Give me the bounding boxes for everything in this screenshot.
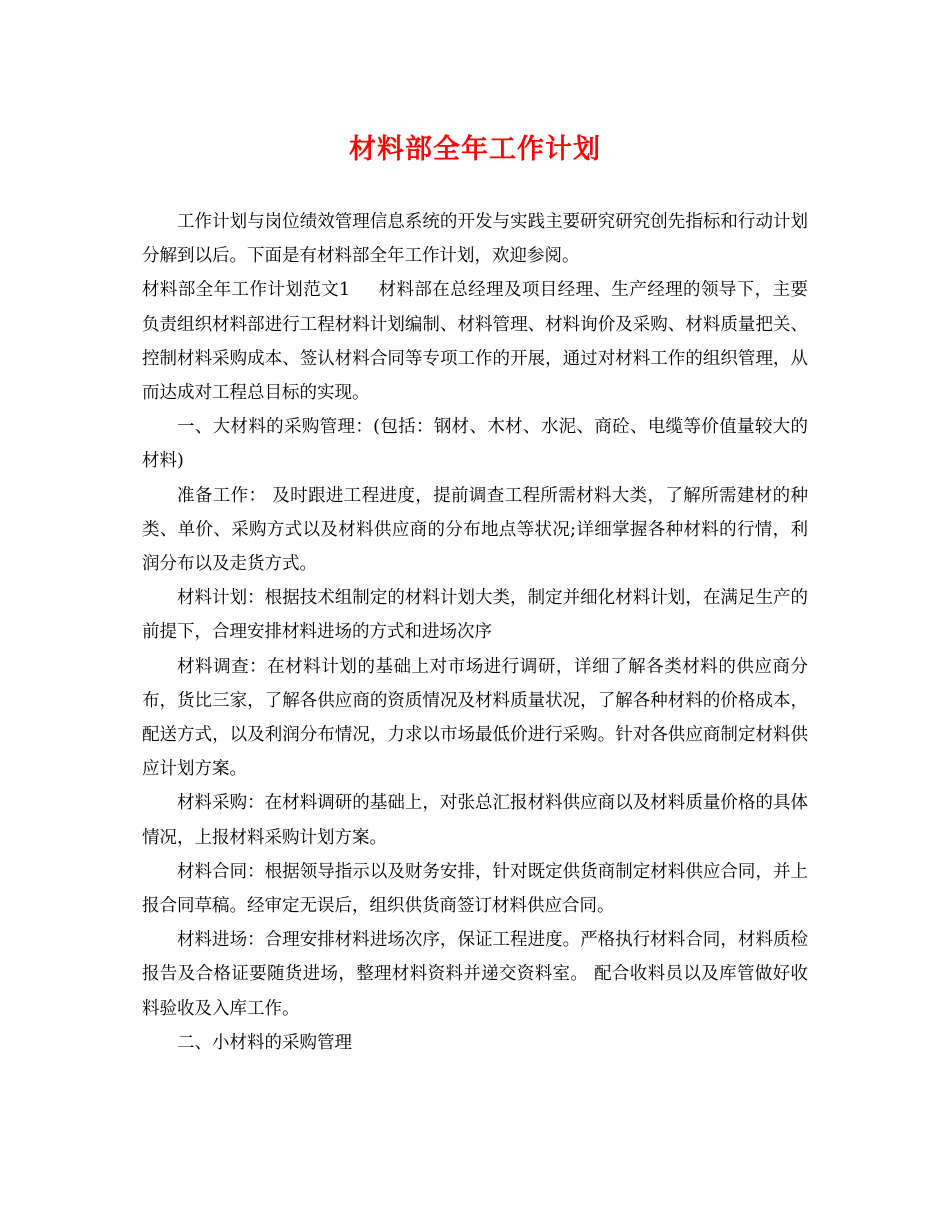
sample-label: 材料部全年工作计划范文1 bbox=[142, 280, 351, 301]
preparation-paragraph: 准备工作： 及时跟进工程进度，提前调查工程所需材料大类，了解所需建材的种类、单价、采购方式以及材料供应商的分布地点等状况;详细掌握各种材料的行情，利润分布以及走货方式。 bbox=[142, 485, 808, 575]
sample-text: 材料部在总经理及项目经理、生产经理的领导下，主要负责组织材料部进行工程材料计划编制、材料管理、材料询价及采购、材料质量把关、控制材料采购成本、签认材料合同等专项工作的开展，通过对材料工作的组织管理，从而达成对工程总目标的实现。 bbox=[142, 280, 809, 404]
document-title: 材料部全年工作计划 bbox=[349, 134, 601, 165]
material-contract-paragraph: 材料合同：根据领导指示以及财务安排，针对既定供货商制定材料供应合同，并上报合同草稿。经审定无误后，组织供货商签订材料供应合同。 bbox=[142, 861, 808, 917]
section-one-heading: 一、大材料的采购管理：(包括：钢材、木材、水泥、商砼、电缆等价值量较大的材料) bbox=[142, 417, 808, 472]
sample-paragraph bbox=[142, 273, 808, 410]
material-entry-paragraph: 材料进场：合理安排材料进场次序，保证工程进度。严格执行材料合同，材料质检报告及合格证要随货进场，整理材料资料并递交资料室。 配合收料员以及库管做好收料验收及入库工作。 bbox=[142, 930, 808, 1019]
material-survey-paragraph: 材料调查：在材料计划的基础上对市场进行调研，详细了解各类材料的供应商分布，货比三家，了解各供应商的资质情况及材料质量状况，了解各种材料的价格成本，配送方式，以及利润分布情况，力求以市场最低价进行采购。针对各供应商制定材料供应计划方案。 bbox=[142, 656, 808, 780]
material-purchase-paragraph: 材料采购：在材料调研的基础上，对张总汇报材料供应商以及材料质量价格的具体情况，上报材料采购计划方案。 bbox=[142, 793, 808, 848]
section-two-heading: 二、小材料的采购管理 bbox=[177, 1032, 352, 1053]
intro-paragraph: 工作计划与岗位绩效管理信息系统的开发与实践主要研究研究创先指标和行动计划分解到以后。下面是有材料部全年工作计划，欢迎参阅。 bbox=[142, 212, 808, 267]
document-body bbox=[142, 205, 808, 1060]
material-plan-paragraph: 材料计划：根据技术组制定的材料计划大类，制定并细化材料计划，在满足生产的前提下，合理安排材料进场的方式和进场次序 bbox=[142, 588, 808, 643]
